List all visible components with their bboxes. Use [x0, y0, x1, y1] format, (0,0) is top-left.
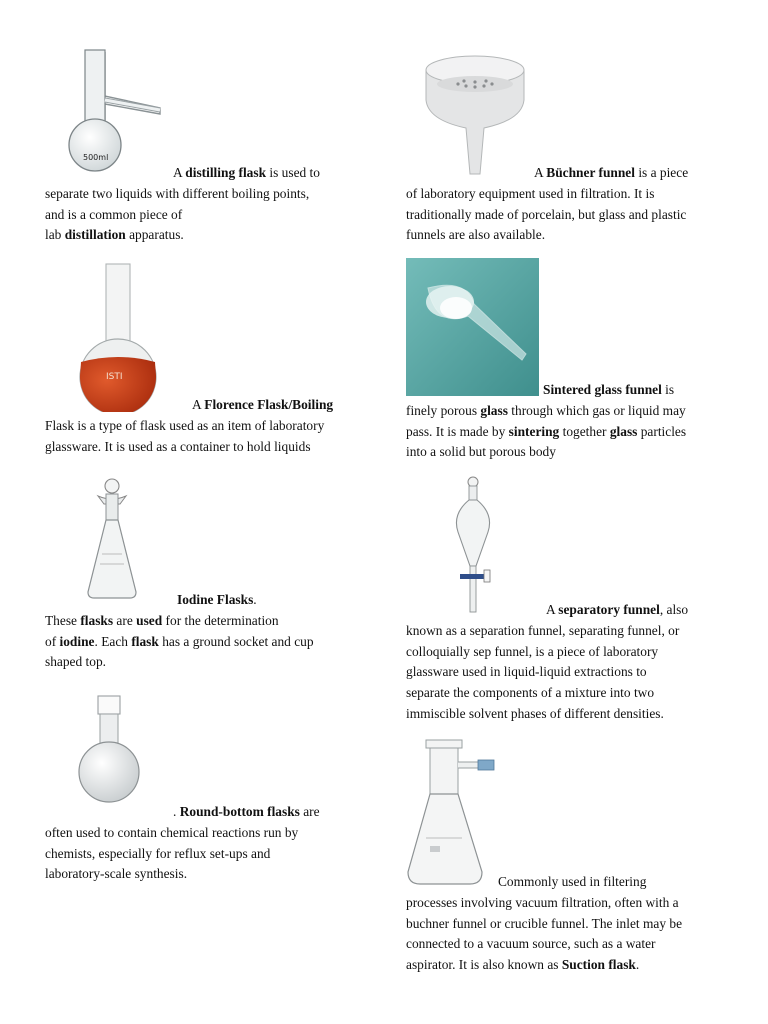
- bold-term: distillation: [64, 227, 126, 243]
- bold-term: separatory funnel: [558, 602, 660, 617]
- text-run: pass. It is made by: [406, 423, 509, 439]
- text-run: funnels are also available.: [406, 227, 546, 243]
- buchner-funnel-image: [418, 50, 533, 178]
- text-run: is used to: [266, 165, 320, 180]
- caption-line: [45, 823, 375, 844]
- bold-term: Büchner funnel: [546, 165, 635, 180]
- text-run: glassware used in liquid-liquid extractions to: [406, 664, 647, 680]
- caption-line: [45, 590, 375, 611]
- bold-term: Sintered glass funnel: [543, 382, 662, 397]
- text-run: for the determination: [162, 612, 279, 628]
- bold-term: distilling flask: [185, 165, 267, 180]
- caption-line: [406, 872, 746, 893]
- text-run: chemists, especially for reflux set-ups and: [45, 845, 271, 861]
- text-run: A: [546, 602, 559, 617]
- caption-line: [45, 163, 375, 184]
- text-run: .: [173, 804, 180, 819]
- caption-line: [406, 225, 746, 246]
- caption-line: [406, 380, 746, 401]
- caption-line: [406, 662, 746, 683]
- caption-line: [406, 642, 746, 663]
- text-run: . Each: [94, 633, 132, 649]
- buchner-funnel-caption: [406, 163, 746, 246]
- caption-line: [406, 163, 746, 184]
- caption-line: [406, 205, 746, 226]
- text-run: of: [45, 633, 60, 649]
- text-run: is: [661, 382, 675, 397]
- round-bottom-flask-image: [72, 694, 147, 806]
- text-run: is a piece: [634, 165, 689, 180]
- text-run: into a solid but porous body: [406, 444, 556, 460]
- text-run: lab: [45, 227, 65, 243]
- text-run: and is a common piece of: [45, 206, 183, 222]
- text-run: are: [113, 612, 137, 628]
- text-run: are: [299, 804, 320, 819]
- text-run: aspirator. It is also known as: [406, 957, 562, 973]
- caption-line: [45, 395, 375, 416]
- caption-line: [406, 914, 746, 935]
- text-run: Commonly used in filtering: [498, 874, 647, 889]
- caption-line: [45, 632, 375, 653]
- caption-line: [406, 934, 746, 955]
- distilling-flask-image: [60, 48, 165, 173]
- bold-term: used: [136, 612, 163, 628]
- bold-term: Round-bottom flasks: [179, 804, 300, 819]
- text-run: buchner funnel or crucible funnel. The inlet may be: [406, 915, 683, 931]
- caption-line: [406, 893, 746, 914]
- sintered-glass-funnel-image: [406, 258, 539, 396]
- text-run: often used to contain chemical reactions run by: [45, 824, 299, 840]
- caption-line: [45, 184, 375, 205]
- bold-term: Iodine Flasks: [177, 592, 254, 607]
- bold-term: flasks: [80, 612, 114, 628]
- florence-flask-image: [50, 262, 190, 412]
- round-bottom-flask-caption: [45, 802, 375, 885]
- caption-line: [406, 442, 746, 463]
- text-run: known as a separation funnel, separating funnel, or: [406, 622, 680, 638]
- text-run: colloquially sep funnel, is a piece of laboratory: [406, 643, 659, 659]
- caption-line: [406, 704, 746, 725]
- caption-line: [45, 802, 375, 823]
- text-run: laboratory-scale synthesis.: [45, 866, 188, 882]
- text-run: together: [559, 423, 610, 439]
- separatory-funnel-caption: [406, 600, 746, 725]
- text-run: through which gas or liquid may: [507, 402, 686, 418]
- distilling-flask-caption: [45, 163, 375, 246]
- caption-line: [45, 416, 375, 437]
- iodine-flask-image: [80, 474, 145, 602]
- caption-line: [45, 844, 375, 865]
- bold-term: flask: [131, 633, 159, 649]
- caption-line: [406, 422, 746, 443]
- florence-flask-caption: [45, 395, 375, 457]
- bold-term: iodine: [59, 633, 95, 649]
- caption-line: [45, 611, 375, 632]
- text-run: shaped top.: [45, 654, 106, 670]
- suction-flask-caption: [406, 872, 746, 976]
- text-run: immiscible solvent phases of different densities.: [406, 705, 664, 721]
- caption-line: [406, 184, 746, 205]
- text-run: A: [192, 397, 205, 412]
- sintered-glass-funnel-caption: [406, 380, 746, 463]
- bold-term: Florence Flask/Boiling: [204, 397, 334, 412]
- text-run: finely porous: [406, 402, 481, 418]
- text-run: .: [635, 957, 640, 973]
- caption-line: [45, 864, 375, 885]
- text-run: apparatus.: [125, 227, 184, 243]
- text-run: particles: [637, 423, 687, 439]
- text-run: processes involving vacuum filtration, often with a: [406, 894, 679, 910]
- caption-line: [406, 401, 746, 422]
- text-run: separate the components of a mixture into two: [406, 685, 655, 701]
- text-run: has a ground socket and cup: [158, 633, 314, 649]
- caption-line: [406, 600, 746, 621]
- text-run: traditionally made of porcelain, but glass and plastic: [406, 206, 687, 222]
- florence-flask-marking: ISTI: [106, 372, 123, 382]
- text-run: of laboratory equipment used in filtration. It is: [406, 185, 655, 201]
- caption-line: [406, 683, 746, 704]
- text-run: connected to a vacuum source, such as a water: [406, 936, 656, 952]
- bold-term: sintering: [508, 423, 560, 439]
- text-run: .: [253, 592, 257, 607]
- bold-term: Suction flask: [561, 957, 636, 973]
- caption-line: [45, 225, 375, 246]
- caption-line: [45, 205, 375, 226]
- bold-term: glass: [609, 423, 638, 439]
- text-run: A: [173, 165, 186, 180]
- bold-term: glass: [480, 402, 508, 418]
- caption-line: [45, 437, 375, 458]
- text-run: glassware. It is used as a container to hold liquids: [45, 438, 311, 454]
- text-run: , also: [659, 602, 689, 617]
- caption-line: [45, 652, 375, 673]
- text-run: Flask is a type of flask used as an item of laboratory: [45, 417, 325, 433]
- distilling-flask-marking: 500ml: [83, 153, 109, 162]
- caption-line: [406, 621, 746, 642]
- separatory-funnel-image: [448, 474, 498, 614]
- caption-line: [406, 955, 746, 976]
- iodine-flask-caption: [45, 590, 375, 673]
- text-run: These: [45, 612, 81, 628]
- text-run: A: [534, 165, 547, 180]
- suction-flask-image: [404, 738, 500, 888]
- text-run: separate two liquids with different boiling points,: [45, 185, 310, 201]
